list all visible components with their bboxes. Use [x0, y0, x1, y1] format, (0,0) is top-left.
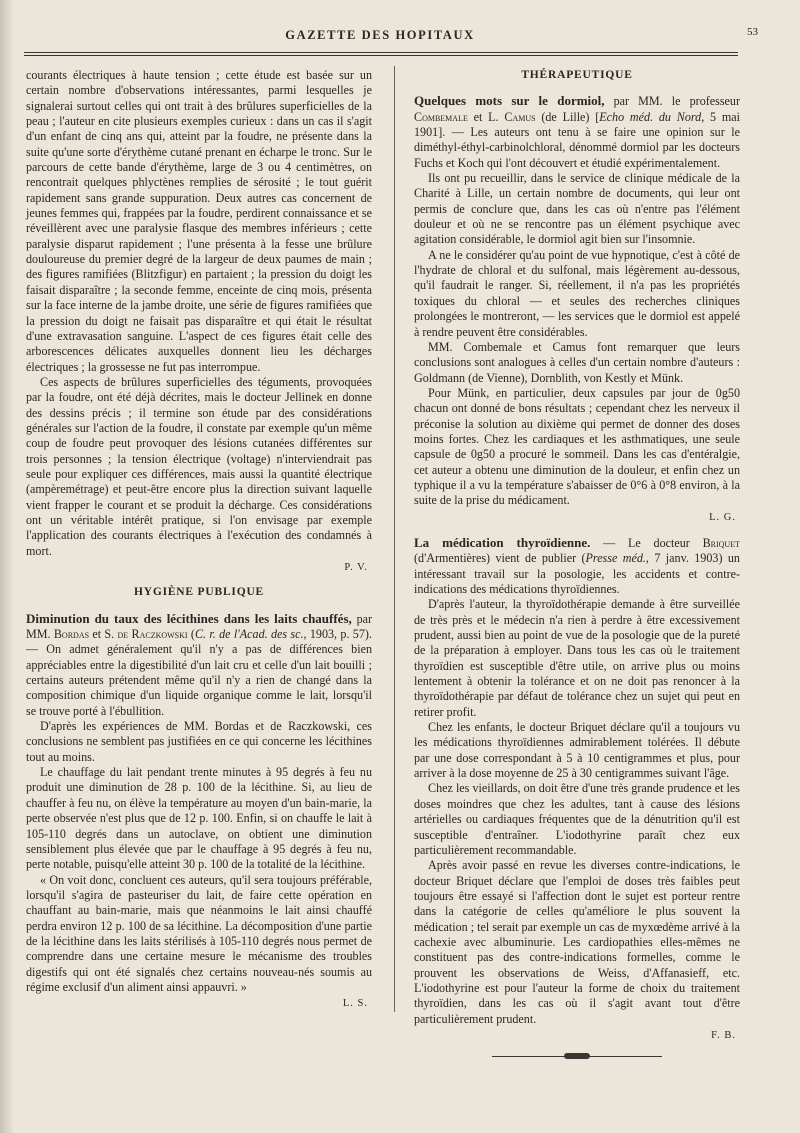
end-ornament — [492, 1053, 662, 1061]
byline-text: (de Lille) [ — [535, 109, 600, 124]
paragraph: A ne le considérer qu'au point de vue hypnotique, c'est à côté de l'hydrate de chloral et du sulfonal, mais légèrement au-dessous, qu'il faudrait le ranger. Si, réellement, il n'a pas les propriétés toxiques du chloral — et seules des recherches cliniques prolongées le montreront, — les services que le dormiol est appelé à rendre peuvent être considérables. — [414, 247, 740, 339]
paragraph: MM. Combemale et Camus font remarquer que leurs conclusions sont analogues à celles d'un certain nombre d'auteurs : Goldmann (de Vienne), Dornblith, von Kestly et Münk. — [414, 339, 740, 385]
author-signature: P. V. — [344, 562, 368, 573]
page-binding-shadow — [0, 0, 14, 1133]
paragraph: Le chauffage du lait pendant trente minutes à 95 degrés à feu nu produit une diminution de 28 p. 100 de la lécithine. Si, au lieu de chauffer à feu nu, on élève la température au moyen d'un bain-marie, la perte observée n'est plus que de 12 p. 100. Enfin, si on chauffe le lait à 105-110 degrés dans un autoclave, on obtient une diminution sensiblement plus élevée que par le chauffage à 95 degrés à feu nu, perte notable, puisqu'elle atteint 30 p. 100 de la totalité de la lécithine. — [26, 765, 372, 872]
journal-title: GAZETTE DES HOPITAUX — [285, 28, 475, 42]
journal-reference: Presse méd. — [585, 551, 646, 566]
paragraph: « On voit donc, concluent ces auteurs, qu'il sera toujours préférable, lorsqu'il s'agira de pasteuriser du lait, de faire cette opération en chauffant au bain-marie, mais que néanmoins le lait ainsi chauffé perdra environ 12 p. 100 de sa lécithine. La décomposition d'une partie de la lécithine dans les laits stérilisés à 105-110 degrés nous permet de comprendre dans une certaine mesure le mécanisme des troubles digestifs qui ont été signalés chez certains nouveau-nés soumis au régime exclusif d'un aliment ainsi appauvri. » — [26, 872, 372, 994]
header-rule — [24, 52, 738, 53]
author-name: Bordas — [53, 627, 90, 642]
paragraph-text: , 7 janv. 1903) un intéressant travail sur la posologie, les accidents et contre-indications des médications thyroïdiennes. — [414, 551, 740, 596]
ornament-mark — [564, 1053, 590, 1059]
left-column — [26, 68, 372, 1012]
paragraph: Chez les vieillards, on doit être d'une très grande prudence et les doses moindres que chez les adultes, tant à cause des lésions artérielles ou cardiaques fréquentes que de la dénutrition qu'il est susceptible d'entraîner. L'iodothyrine paraît chez eux particulièrement recommandable. — [414, 781, 740, 857]
header-rule-thin — [24, 55, 738, 56]
byline-text: par MM. — [26, 611, 373, 642]
page-header — [22, 26, 758, 50]
article-title: Quelques mots sur le dormiol, — [414, 93, 605, 109]
paragraph-text: , 1903, p. 57). — On admet généralement qu'il n'y a pas de différences bien appréciables entre la digestibilité d'un lait cru et celle d'un lait bouilli ; certains auteurs prétendent même qu'il n'y a rien de changé dans la composition chimique d'un liquide organique comme le lait, lorsqu'il se trouve porté à l'ébullition. — [26, 627, 372, 718]
column-divider — [394, 66, 395, 1012]
article-title: Diminution du taux des lécithines dans les laits chauffés, — [26, 610, 352, 626]
paragraph: Ces aspects de brûlures superficielles des téguments, provoquées par la foudre, ont été déjà décrites, mais le docteur Jellinek en donne des dessins précis ; il termine son étude par des considérations générales sur l'action de la foudre, il constate par exemple qu'un même coup de foudre peut provoquer des lésions cutanées différentes sur trois personnes ; la tension électrique (voltage) n'interviendrait pas seule pour expliquer ces différences, mais aussi la quantité électrique (ampèremétrage) et peut-être encore plus la direction suivant laquelle vient frapper le courant et se produit la décharge. Ces considérations ont un véritable intérêt pratique, si l'on envisage par exemple l'application des courants électriques à l'exécution des condamnés à mort. — [26, 374, 372, 558]
byline-text: et L. — [467, 109, 505, 124]
paragraph: D'après l'auteur, la thyroïdothérapie demande à être surveillée de très près et le médecin n'a rien à perdre à être excessivement prudent, aussi bien au point de vue de la posologie que de la pureté de la préparation à employer. Dans tous les cas où le traitement thyroïdien est susceptible d'être utile, on arrive plus ou moins lentement à obtenir la tolérance et on ne doit pas renoncer à la thyroïdothérapie par défaut de tolérance chez un sujet qui peut en retirer profit. — [414, 597, 740, 719]
journal-reference: C. r. de l'Acad. des sc. — [194, 627, 304, 642]
author-name: Camus — [504, 109, 536, 124]
article-gap — [414, 525, 740, 535]
paragraph: courants électriques à haute tension ; cette étude est basée sur un certain nombre d'observations intéressantes, parmi lesquelles je signalerai surtout celles qui ont trait à des brûlures superficielles de la peau ; l'auteur en cite plusieurs exemples curieux : dans un cas il s'agit d'un enfant de cinq ans qui, atteint par la foudre, ne présente dans la suite qu'une sorte d'érythème cutané prenant en écharpe le tronc. Sur le parcours de cette bande d'érythème, large de 3 ou 4 centimètres, on rencontrait quelques phlyctènes remplies de sérosité ; le tout guérit rapidement sans grande suppuration. Deux autres cas concernent de jeunes femmes qui, frappées par la foudre, perdirent connaissance et se réveillèrent avec une paralysie flasque des membres inférieurs ; cette paralysie disparut rapidement ; l'une présenta à la fesse une brûlure douloureuse du premier degré de la largeur de deux paumes de main ; des figures ramifiées (Blitzfigur) en partaient ; la pression du doigt les faisait disparaître ; la seconde femme, enceinte de cinq mois, présenta sur la face interne de la jambe droite, une série de figures ramifiées que la pression du doigt ne faisait pas disparaître et qui était le résultat d'une extravasation sanguine. L'aspect de ces figures était celle des arborescences délicates auxquelles donnent lieu les décharges électriques ; la grossesse ne fut pas interrompue. — [26, 68, 372, 374]
section-heading-therapeutique: THÉRAPEUTIQUE — [521, 69, 633, 81]
paragraph: D'après les expériences de MM. Bordas et de Raczkowski, ces conclusions ne semblent pas justifiées en ce qui concerne les lécithines tout au moins. — [26, 719, 372, 764]
paragraph-text: , 5 mai 1901]. — Les auteurs ont tenu à se faire une opinion sur le diméthyl-éthyl-carbinolchloral, dénommé dormiol par les docteurs Fuchs et Koch qui l'ont découvert et étudié expérimentalement. — [414, 109, 740, 170]
author-name: Briquet — [702, 535, 740, 550]
section-heading-hygiene: HYGIÈNE PUBLIQUE — [133, 586, 265, 599]
article-lecithines — [26, 611, 372, 719]
author-name: de Raczkowski — [117, 627, 188, 642]
byline-text: ( — [187, 627, 195, 642]
author-signature: L. S. — [342, 998, 368, 1010]
byline-text: — Le docteur — [590, 535, 703, 550]
journal-reference: Echo méd. du Nord — [599, 109, 702, 124]
byline-text: et S. — [89, 627, 118, 642]
page-number: 53 — [747, 26, 758, 38]
paragraph: Chez les enfants, le docteur Briquet déclare qu'il a toujours vu les médications thyroïdiennes admirablement tolérées. Il débute par une dose correspondant à 5 à 10 centigrammes et plus, pour arriver à la dose moyenne de 25 à 30 centigrammes suivant l'âge. — [414, 720, 740, 781]
article-title: La médication thyroïdienne. — [414, 534, 591, 550]
article-thyroidienne — [414, 535, 740, 597]
author-name: Combemale — [414, 109, 468, 124]
author-signature: L. G. — [709, 511, 736, 523]
byline-text: par MM. le professeur — [604, 94, 740, 109]
byline-text: (d'Armentières) vient de publier ( — [414, 551, 586, 566]
right-column — [414, 68, 740, 1061]
paragraph: Pour Münk, en particulier, deux capsules par jour de 0g50 chacun ont donné de bons résultats ; cependant chez les nerveux il préconise la solution au dixième qui permet de donner des doses moins fortes. Chez les cardiaques et les asthmatiques, une seule capsule de 0g50 a procuré le sommeil. Dans les cas d'entéralgie, cet auteur a obtenu une diminution de la douleur, et enfin chez un typhique il a vu la température s'abaisser de 0°6 à 0°8 environ, à la suite de la prise du médicament. — [414, 385, 740, 508]
author-signature: F. B. — [711, 1029, 736, 1041]
article-dormiol — [414, 93, 740, 171]
paragraph: Ils ont pu recueillir, dans le service de clinique médicale de la Charité à Lille, un certain nombre de documents, qui leur ont permis de conclure que, dans les cas où n'entre pas l'élément douleur et où ne se rencontre pas un élément psychique avec agitation considérable, le dormiol agit bien sur l'insomnie. — [414, 171, 740, 247]
paragraph: Après avoir passé en revue les diverses contre-indications, le docteur Briquet déclare que l'emploi de doses très faibles peut toujours être essayé si l'affection dont le sujet est porteur rentre dans la catégorie de celles qu'améliore le plus souvent la médication ; tel serait par exemple un cas de myxœdème arrivé à la cachexie avec albuminurie. Les cardiopathies elles-mêmes ne constituent pas des contre-indications formelles, comme le prouvent les observations de Weiss, d'Affanasieff, etc. L'iodothyrine est pour l'auteur la forme de choix du traitement thyroïdien, dans les cas où il s'agit avant tout d'être particulièrement prudent. — [414, 858, 740, 1026]
